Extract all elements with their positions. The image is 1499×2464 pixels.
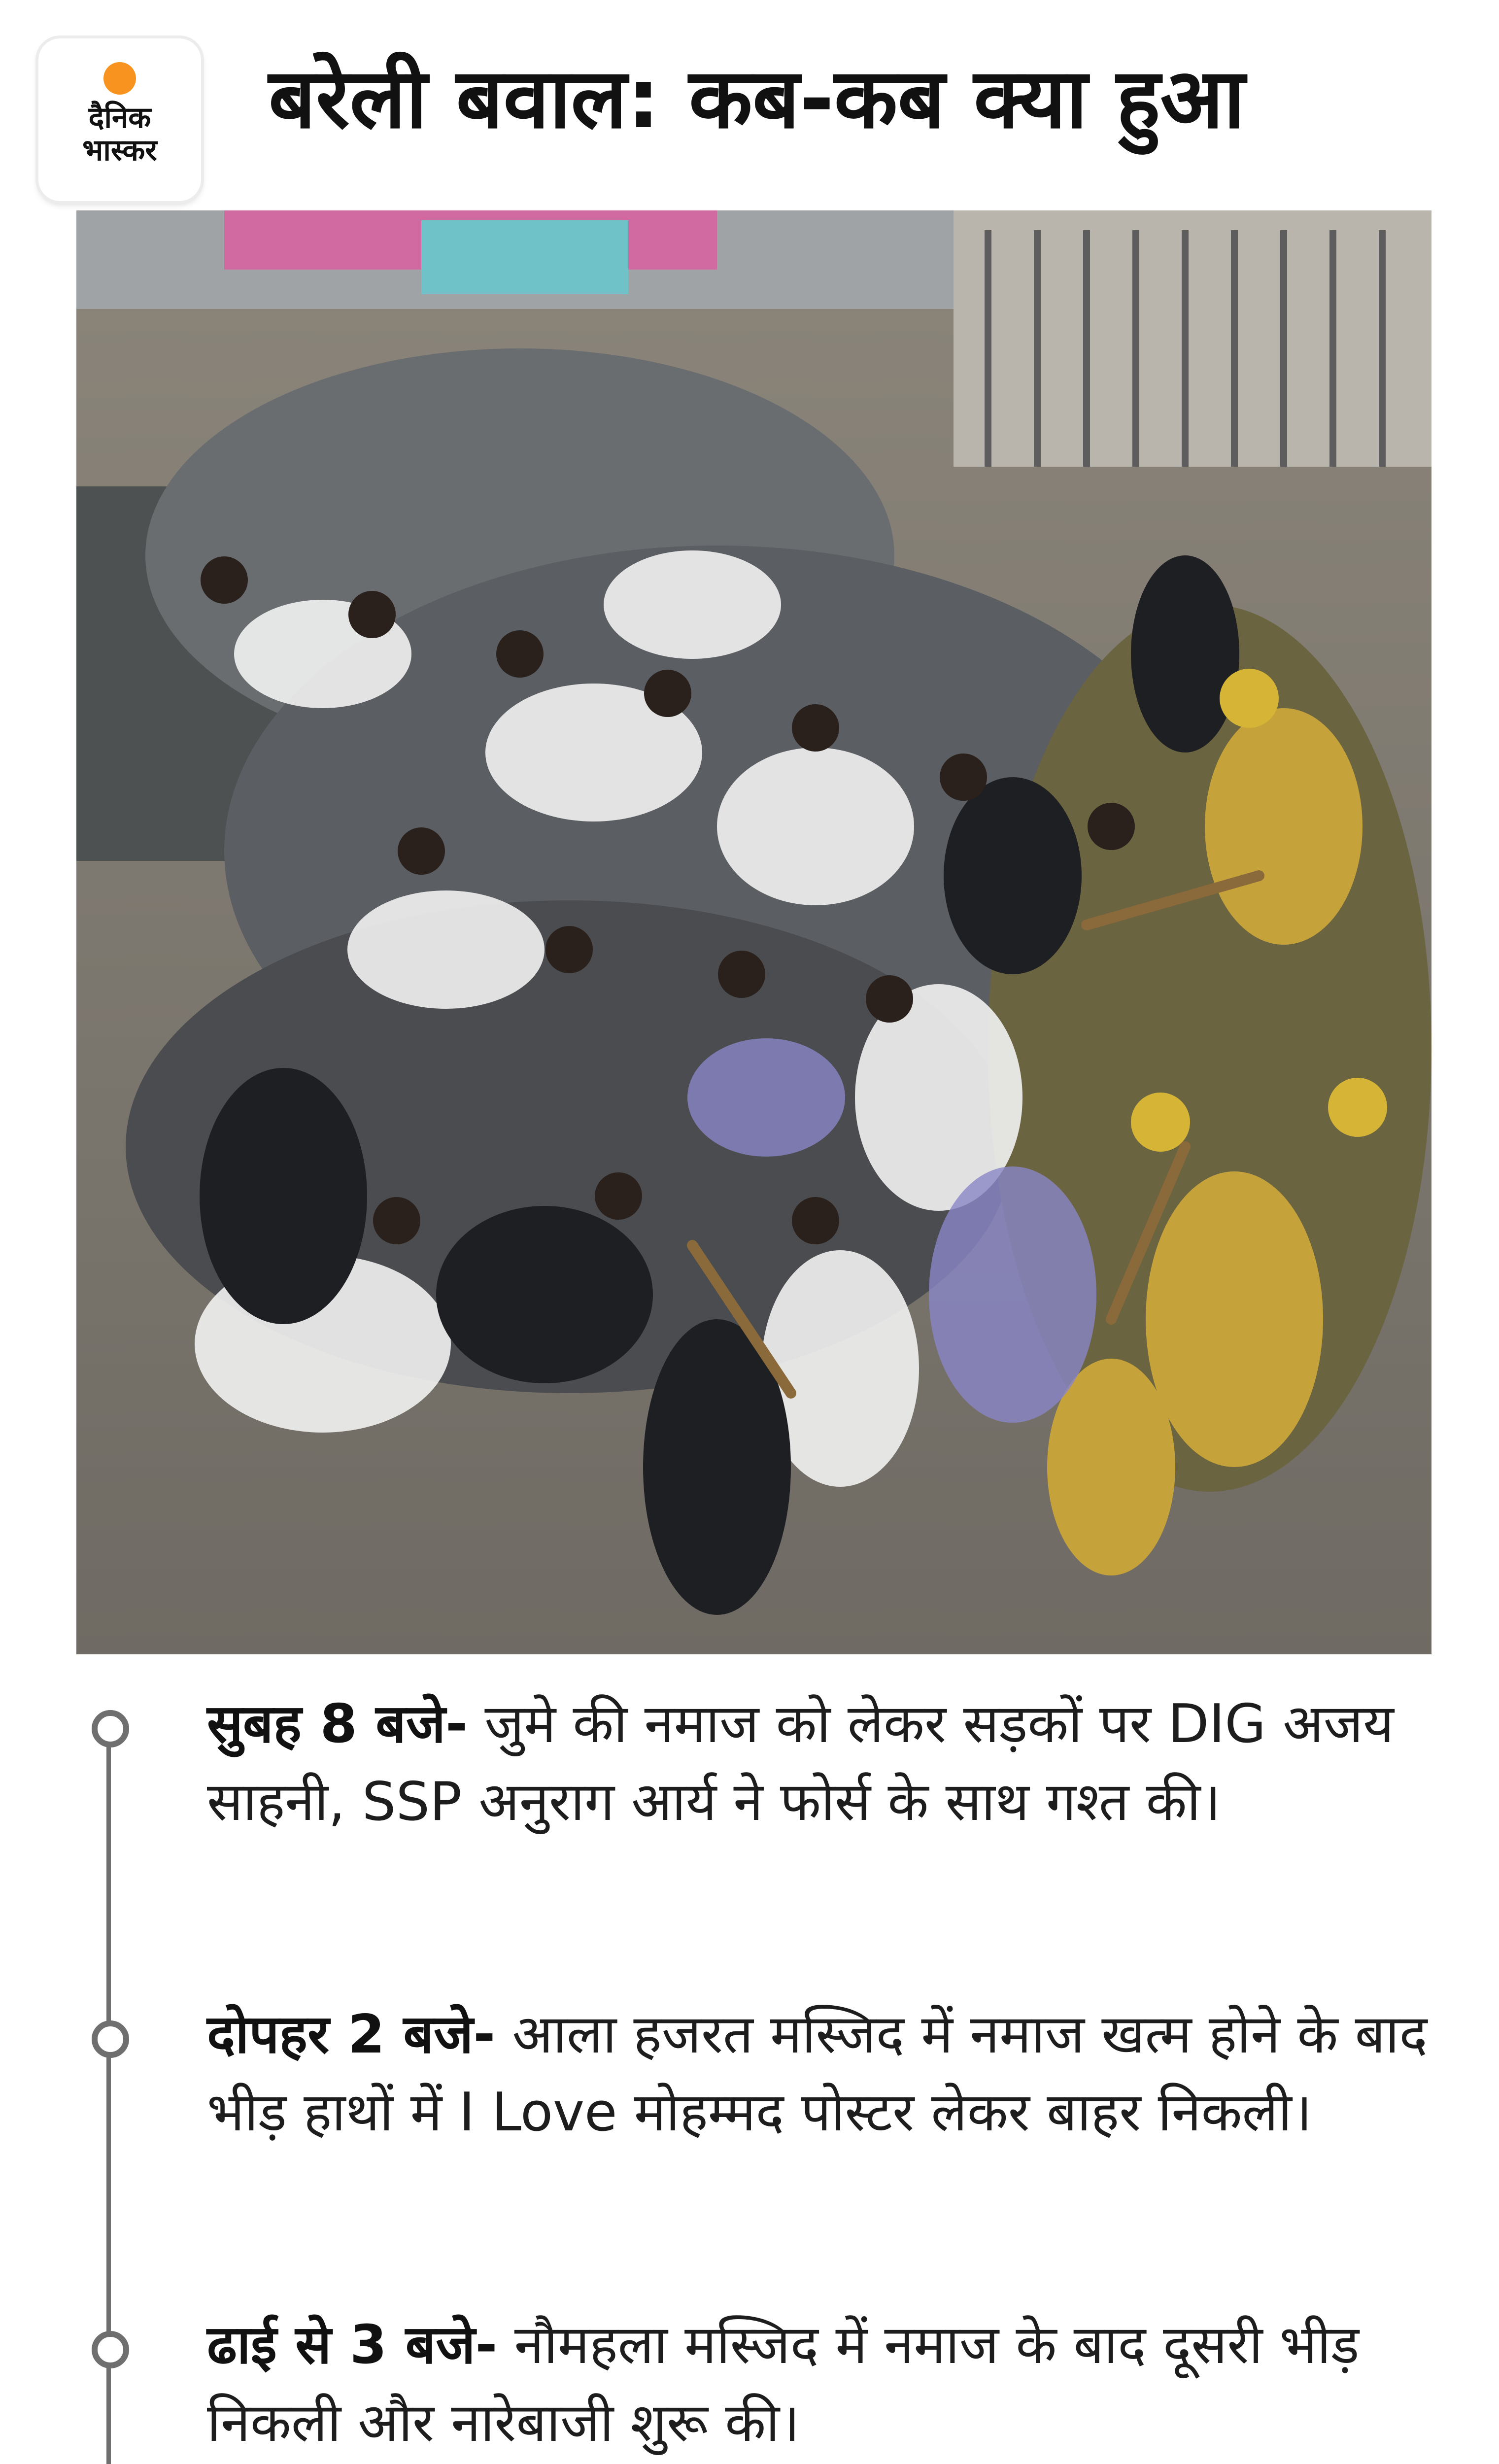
timeline-dot-icon <box>92 2331 129 2368</box>
timeline-description: आला हजरत मस्जिद में नमाज खत्म होने के बाद भीड़ हाथों में I Love मोहम्मद पोस्टर लेकर बाहर निकली। <box>207 2004 1428 2143</box>
timeline-dot-icon <box>92 2020 129 2058</box>
timeline-entry <box>207 2306 1459 2462</box>
timeline-entry <box>207 1996 1459 2152</box>
sun-dot-icon <box>103 62 136 95</box>
logo-text-line1: दैनिक <box>88 101 151 135</box>
timeline-dot-icon <box>92 1710 129 1747</box>
timeline-time: दोपहर 2 बजे- <box>207 2004 496 2065</box>
timeline-time: सुबह 8 बजे- <box>207 1693 468 1755</box>
timeline-entry <box>207 1685 1459 1841</box>
timeline-description: नौमहला मस्जिद में नमाज के बाद दूसरी भीड़ निकली और नारेबाजी शुरू की। <box>207 2314 1360 2454</box>
logo-text-line2: भास्कर <box>82 133 157 168</box>
timeline <box>0 1656 1499 2464</box>
timeline-time: ढाई से 3 बजे- <box>207 2314 498 2376</box>
page-title: बरेली बवाल: कब-कब क्या हुआ <box>269 50 1245 147</box>
dainik-bhaskar-logo[interactable] <box>38 38 201 201</box>
timeline-description: जुमे की नमाज को लेकर सड़कों पर DIG अजय साहनी, SSP अनुराग आर्य ने फोर्स के साथ गश्त की। <box>207 1693 1394 1833</box>
crowd-clash-illustration <box>76 210 1431 1654</box>
news-photo <box>76 210 1431 1654</box>
header <box>0 0 1499 207</box>
